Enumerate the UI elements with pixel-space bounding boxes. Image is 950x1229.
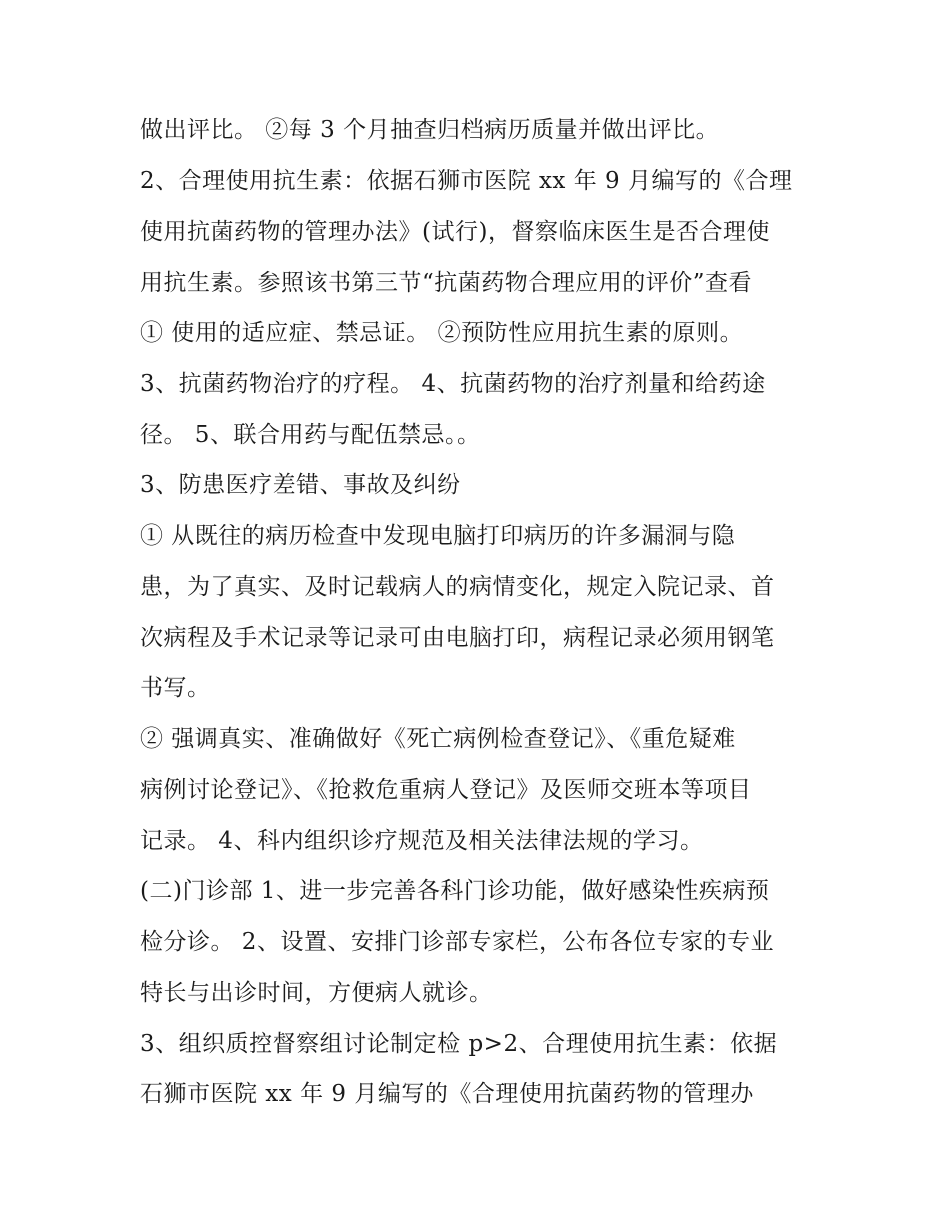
text-line: 记录。 4、科内组织诊疗规范及相关法律法规的学习。 — [140, 828, 704, 854]
text-line: ② 强调真实、准确做好《死亡病例检查登记》、《重危疑难 — [140, 726, 736, 752]
text-line: 用抗生素。参照该书第三节“抗菌药物合理应用的评价”查看 — [140, 270, 753, 296]
text-line: 使用抗菌药物的管理办法》(试行)，督察临床医生是否合理使 — [140, 219, 770, 245]
text-line: 特长与出诊时间，方便病人就诊。 — [140, 980, 493, 1006]
text-line: 3、组织质控督察组讨论制定检 p>2、合理使用抗生素：依据 — [140, 1031, 778, 1057]
text-line: 2、合理使用抗生素：依据石狮市医院 xx 年 9 月编写的《合理 — [140, 168, 793, 194]
text-line: 径。 5、联合用药与配伍禁忌。。 — [140, 422, 481, 448]
text-line: 病例讨论登记》、《抢救危重病人登记》及医师交班本等项目 — [140, 777, 752, 803]
text-line: ① 使用的适应症、禁忌证。 ②预防性应用抗生素的原则。 — [140, 320, 744, 346]
text-line: 3、防患医疗差错、事故及纠纷 — [140, 472, 461, 498]
text-line: 石狮市医院 xx 年 9 月编写的《合理使用抗菌药物的管理办 — [140, 1081, 754, 1107]
text-line: 书写。 — [140, 675, 211, 701]
text-line: ① 从既往的病历检查中发现电脑打印病历的许多漏洞与隐 — [140, 523, 736, 549]
text-line: 检分诊。 2、设置、安排门诊部专家栏，公布各位专家的专业 — [140, 929, 774, 955]
text-line: 患，为了真实、及时记载病人的病情变化，规定入院记录、首 — [140, 574, 775, 600]
text-line: 次病程及手术记录等记录可由电脑打印，病程记录必须用钢笔 — [140, 625, 775, 651]
text-line: 做出评比。 ②每 3 个月抽查归档病历质量并做出评比。 — [140, 117, 720, 143]
text-line: 3、抗菌药物治疗的疗程。 4、抗菌药物的治疗剂量和给药途 — [140, 371, 766, 397]
text-line: (二)门诊部 1、进一步完善各科门诊功能，做好感染性疾病预 — [140, 878, 770, 904]
